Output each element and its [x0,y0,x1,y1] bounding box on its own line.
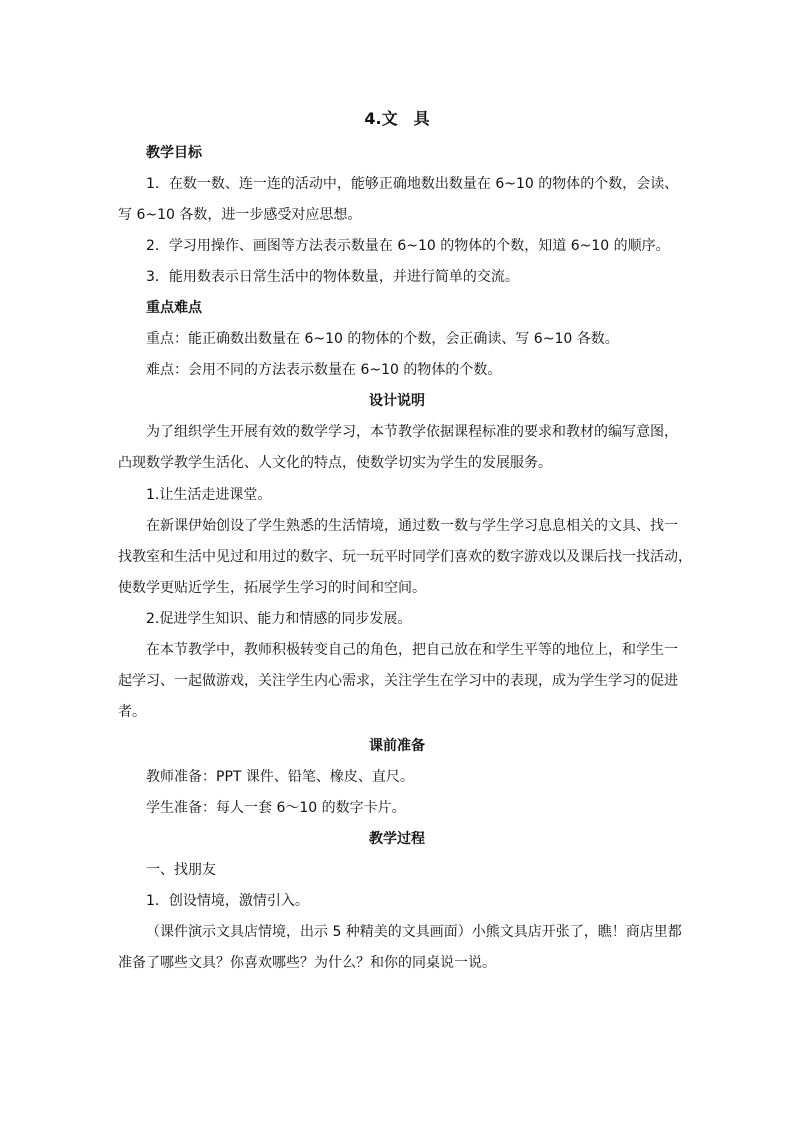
design-paragraph-2-line-1: 在新课伊始创设了学生熟悉的生活情境，通过数一数与学生学习息息相关的文具、找一 [146,518,678,534]
document-title: 4.文 具 [364,109,430,128]
heading-teaching-goals: 教学目标 [146,145,202,161]
design-paragraph-2-line-3: 使数学更贴近学生，拓展学生学习的时间和空间。 [118,580,426,596]
goal-2: 2．学习用操作、画图等方法表示数量在 6~10 的物体的个数，知道 6~10 的顺序。 [146,238,670,254]
design-item-2: 2.促进学生知识、能力和情感的同步发展。 [146,611,412,627]
heading-teaching-process: 教学过程 [369,831,425,847]
process-step-1: 1．创设情境，激情引入。 [146,893,309,909]
goal-3: 3．能用数表示日常生活中的物体数量，并进行简单的交流。 [146,269,519,285]
heading-design-notes: 设计说明 [369,393,425,409]
process-part-1: 一、找朋友 [146,862,216,878]
process-paragraph-1-line-2: 准备了哪些文具？你喜欢哪些？为什么？和你的同桌说一说。 [118,955,496,971]
difficult-point: 难点：会用不同的方法表示数量在 6~10 的物体的个数。 [146,362,502,378]
heading-key-points: 重点难点 [146,300,202,316]
design-paragraph-1-line-1: 为了组织学生开展有效的数学学习，本节教学依据课程标准的要求和教材的编写意图， [146,424,678,440]
preparation-teacher: 教师准备：PPT 课件、铅笔、橡皮、直尺。 [146,769,414,785]
design-item-1: 1.让生活走进课堂。 [146,487,272,503]
design-paragraph-1-line-2: 凸现数学教学生活化、人文化的特点，使数学切实为学生的发展服务。 [118,455,552,471]
goal-1-line-1: 1．在数一数、连一连的活动中，能够正确地数出数量在 6~10 的物体的个数，会读、 [146,176,679,192]
key-point: 重点：能正确数出数量在 6~10 的物体的个数，会正确读、写 6~10 各数。 [146,331,619,347]
preparation-student: 学生准备：每人一套 6～10 的数字卡片。 [146,800,406,816]
design-paragraph-2-line-2: 找教室和生活中见过和用过的数字、玩一玩平时同学们喜欢的数字游戏以及课后找一找活动， [118,549,692,565]
design-paragraph-3-line-1: 在本节教学中，教师积极转变自己的角色，把自己放在和学生平等的地位上，和学生一 [146,642,678,658]
goal-1-line-2: 写 6~10 各数，进一步感受对应思想。 [118,207,362,223]
heading-lesson-preparation: 课前准备 [369,738,425,754]
design-paragraph-3-line-3: 者。 [118,704,146,720]
design-paragraph-3-line-2: 起学习、一起做游戏，关注学生内心需求，关注学生在学习中的表现，成为学生学习的促进 [118,673,678,689]
process-paragraph-1-line-1: （课件演示文具店情境，出示 5 种精美的文具画面）小熊文具店开张了，瞧！商店里都 [146,924,682,940]
